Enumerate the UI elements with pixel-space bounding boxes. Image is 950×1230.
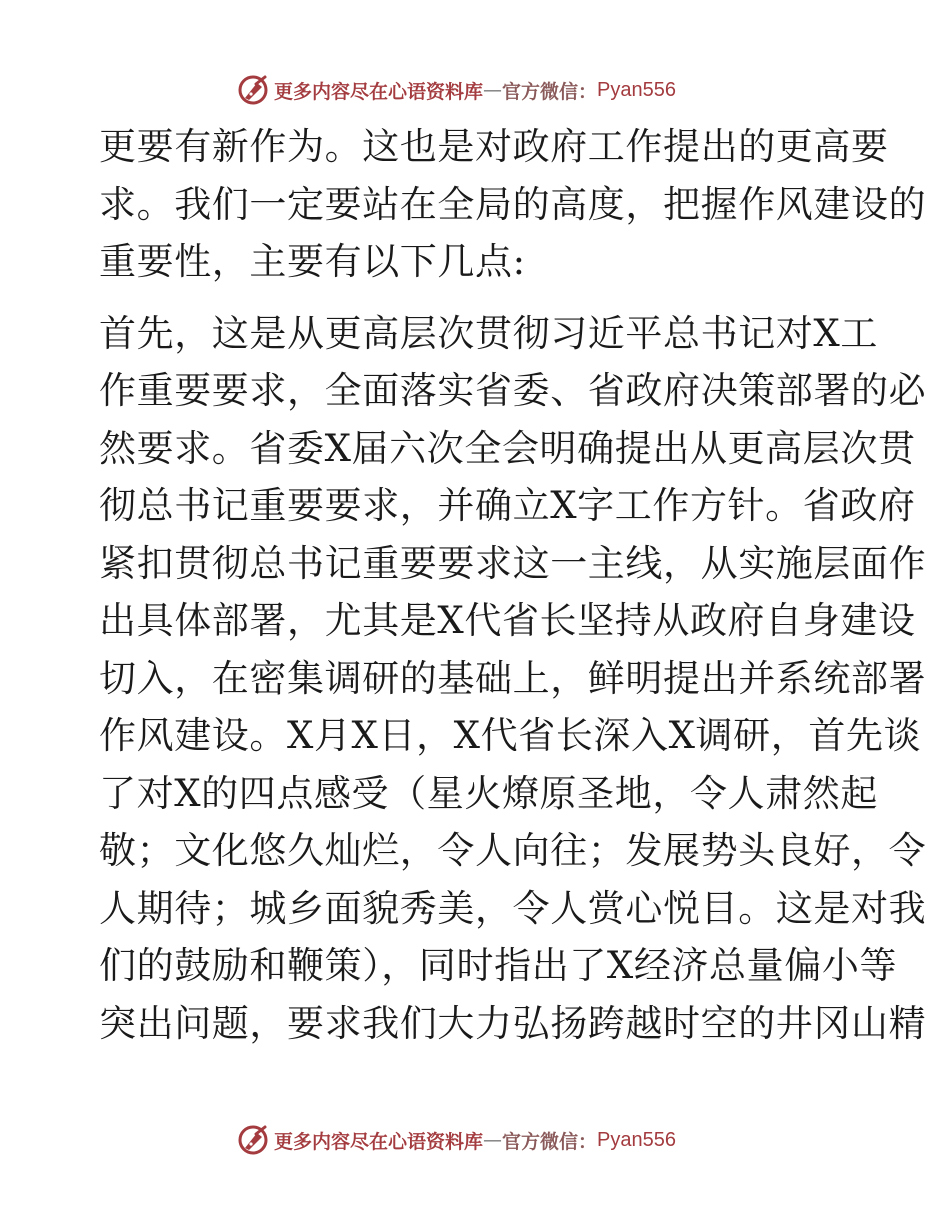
text-line: 突出问题，要求我们大力弘扬跨越时空的井冈山精 xyxy=(99,1001,927,1045)
pen-nib-circle-icon xyxy=(236,1123,270,1157)
document-body xyxy=(99,118,927,1110)
text-line: 了对X的四点感受（星火燎原圣地，令人肃然起 xyxy=(99,771,878,815)
text-line: 敬；文化悠久灿烂，令人向往；发展势头良好，令 xyxy=(99,829,927,872)
text-line: 作重要要求，全面落实省委、省政府决策部署的必 xyxy=(99,369,927,412)
text-line: 切入，在密集调研的基础上，鲜明提出并系统部署 xyxy=(99,656,927,700)
text-line: 首先，这是从更高层次贯彻习近平总书记对X工 xyxy=(99,311,878,355)
watermark-account: Pyan556 xyxy=(597,1128,676,1151)
text-line: 求。我们一定要站在全局的高度，把握作风建设的 xyxy=(99,182,927,226)
pen-nib-circle-icon xyxy=(236,73,270,107)
text-line: 更要有新作为。这也是对政府工作提出的更高要 xyxy=(99,125,889,168)
watermark-dash: — xyxy=(483,79,503,101)
text-line xyxy=(99,1052,859,1110)
text-line: 然要求。省委X届六次全会明确提出从更高层次贯 xyxy=(99,426,916,470)
watermark-account: Pyan556 xyxy=(597,78,676,101)
text-line: 彻总书记重要要求，并确立X字工作方针。省政府 xyxy=(99,484,916,527)
text-line: 作风建设。X月X日，X代省长深入X调研，首先谈 xyxy=(99,714,922,757)
watermark-official-label: 官方微信： xyxy=(502,1130,598,1153)
watermark-brand-text: 更多内容尽在心语资料库 xyxy=(274,80,484,103)
paragraph xyxy=(99,118,927,291)
paragraph xyxy=(99,305,927,1110)
text-line: 人期待；城乡面貌秀美，令人赏心悦目。这是对我 xyxy=(99,886,927,930)
header-watermark xyxy=(236,72,676,108)
text-line: 出具体部署，尤其是X代省长坚持从政府自身建设 xyxy=(99,599,916,642)
watermark-dash: — xyxy=(483,1129,503,1151)
text-line: 紧扣贯彻总书记重要要求这一主线，从实施层面作 xyxy=(99,541,927,585)
watermark-brand-text: 更多内容尽在心语资料库 xyxy=(274,1130,484,1153)
text-line: 们的鼓励和鞭策），同时指出了X经济总量偏小等 xyxy=(99,944,898,987)
text-line: 重要性，主要有以下几点: xyxy=(99,240,526,283)
footer-watermark xyxy=(236,1122,676,1158)
watermark-official-label: 官方微信： xyxy=(502,80,598,103)
